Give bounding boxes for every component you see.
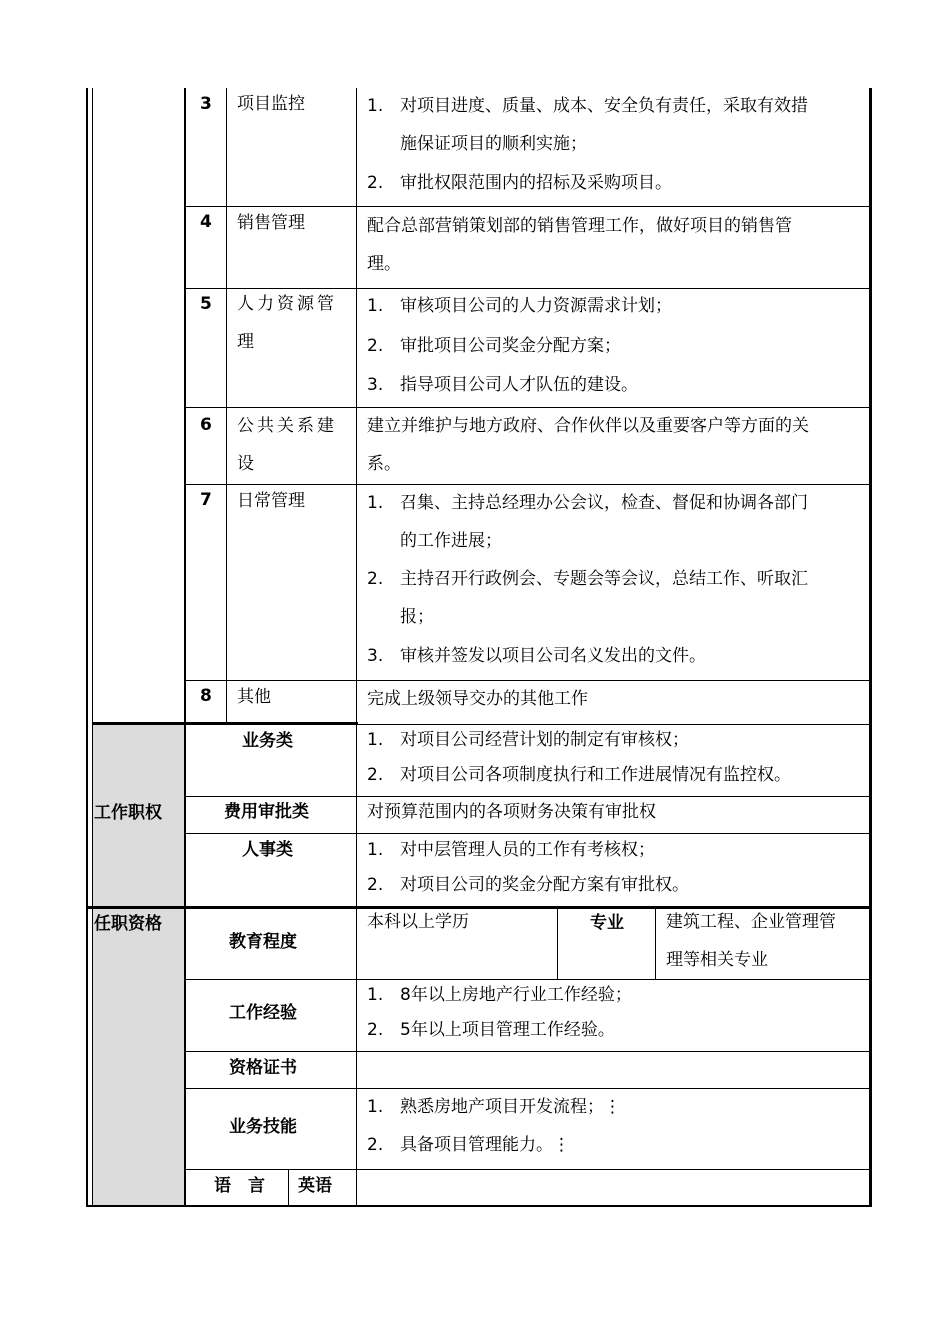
outer-left-border: [86, 88, 88, 1206]
experience-item: [367, 985, 632, 1005]
skills-item: [367, 1135, 570, 1155]
row-divider: [184, 979, 871, 980]
row-divider: [184, 833, 871, 834]
experience-item-text: 5年以上项目管理工作经验。: [400, 1020, 615, 1040]
major-label: 专业: [590, 913, 624, 933]
duty-name: 销售管理: [237, 213, 305, 233]
duty-number: 8: [200, 686, 212, 706]
list-marker: 1.: [367, 1097, 384, 1117]
section-label: 工作职权: [94, 803, 162, 823]
duty-detail-line: [367, 173, 672, 193]
list-marker: 1.: [367, 985, 384, 1005]
skills-label: 业务技能: [229, 1117, 297, 1137]
experience-item-text: 8年以上房地产行业工作经验；: [400, 985, 632, 1005]
language-label: 语 言: [214, 1176, 265, 1196]
row-divider: [184, 680, 871, 681]
duty-detail-line: 的工作进展；: [400, 531, 502, 551]
row-divider: [184, 796, 871, 797]
row-divider: [184, 1051, 871, 1052]
duty-number: 3: [200, 94, 212, 114]
major-value: 建筑工程、企业管理管: [666, 912, 836, 932]
duty-detail-line: [367, 336, 621, 356]
list-marker: 2.: [367, 336, 384, 356]
authority-item: [367, 875, 689, 895]
list-marker: 1.: [367, 96, 384, 116]
list-marker: 1.: [367, 493, 384, 513]
duty-name: 项目监控: [237, 94, 305, 114]
list-marker: 2.: [367, 173, 384, 193]
major-value: 理等相关专业: [666, 950, 768, 970]
row-divider: [356, 724, 871, 725]
authority-type-label: 人事类: [242, 840, 293, 860]
authority-item-text: 对中层管理人员的工作有考核权；: [400, 840, 655, 860]
duty-detail-line: 报；: [400, 607, 434, 627]
col-divider: [288, 1169, 289, 1206]
list-marker: 3.: [367, 375, 384, 395]
duty-detail-line: 建立并维护与地方政府、合作伙伴以及重要客户等方面的关: [367, 416, 809, 436]
duty-detail-text: 审批项目公司奖金分配方案；: [400, 336, 621, 356]
col-divider: [557, 908, 558, 980]
duty-detail-line: 系。: [367, 454, 401, 474]
bottom-border: [86, 1205, 872, 1207]
duty-detail-line: 施保证项目的顺利实施；: [400, 134, 587, 154]
duty-detail-line: [367, 296, 672, 316]
row-divider: [184, 1088, 871, 1089]
duty-name: 日常管理: [237, 491, 305, 511]
duty-number: 6: [200, 415, 212, 435]
authority-item: 对预算范围内的各项财务决策有审批权: [367, 802, 656, 822]
duty-name: 设: [237, 454, 254, 474]
col-divider: [655, 908, 656, 980]
list-marker: 2.: [367, 875, 384, 895]
section-divider: [86, 906, 871, 909]
education-label: 教育程度: [229, 932, 297, 952]
authority-item-text: 对项目公司的奖金分配方案有审批权。: [400, 875, 689, 895]
list-marker: 1.: [367, 730, 384, 750]
inner-left-border: [92, 88, 93, 1206]
duty-detail-text: 审批权限范围内的招标及采购项目。: [400, 173, 672, 193]
row-divider: [184, 288, 871, 289]
duty-detail-line: [367, 96, 808, 116]
authority-type-label: 业务类: [242, 731, 293, 751]
list-marker: 2.: [367, 1020, 384, 1040]
experience-label: 工作经验: [229, 1003, 297, 1023]
list-marker: 3.: [367, 646, 384, 666]
outer-right-border: [869, 88, 872, 1206]
skills-item-text: 熟悉房地产项目开发流程；⋮: [400, 1097, 621, 1117]
duty-name: 理: [237, 332, 254, 352]
duty-detail-text: 审核项目公司的人力资源需求计划；: [400, 296, 672, 316]
section-label: 任职资格: [94, 914, 162, 934]
duty-detail-text: 指导项目公司人才队伍的建设。: [400, 375, 638, 395]
duty-detail-text: 召集、主持总经理办公会议，检查、督促和协调各部门: [400, 493, 808, 513]
duty-name: 人力资源管: [237, 294, 337, 314]
duty-detail-line: [367, 375, 638, 395]
duty-detail-line: [367, 569, 808, 589]
authority-type-label: 费用审批类: [224, 802, 309, 822]
col-divider: [226, 88, 227, 724]
language-value-label: 英语: [298, 1176, 332, 1196]
row-divider: [184, 484, 871, 485]
duty-detail-text: 主持召开行政例会、专题会等会议，总结工作、听取汇: [400, 569, 808, 589]
duty-detail-line: [367, 493, 808, 513]
duty-detail-text: 审核并签发以项目公司名义发出的文件。: [400, 646, 706, 666]
list-marker: 1.: [367, 296, 384, 316]
list-marker: 1.: [367, 840, 384, 860]
duty-number: 4: [200, 212, 212, 232]
row-divider: [184, 1169, 871, 1170]
section-divider: [92, 722, 358, 725]
list-marker: 2.: [367, 1135, 384, 1155]
row-divider: [184, 407, 871, 408]
certificate-label: 资格证书: [229, 1058, 297, 1078]
duty-name: 公共关系建: [237, 416, 337, 436]
authority-item: [367, 730, 689, 750]
education-value: 本科以上学历: [367, 912, 469, 932]
row-divider: [184, 206, 871, 207]
col-divider: [184, 88, 186, 1206]
skills-item-text: 具备项目管理能力。⋮: [400, 1135, 570, 1155]
duty-detail-text: 对项目进度、质量、成本、安全负有责任，采取有效措: [400, 96, 808, 116]
skills-item: [367, 1097, 621, 1117]
list-marker: 2.: [367, 569, 384, 589]
authority-item: [367, 840, 655, 860]
col-divider: [356, 88, 357, 1206]
duty-detail-line: 配合总部营销策划部的销售管理工作，做好项目的销售管: [367, 216, 792, 236]
authority-item-text: 对项目公司各项制度执行和工作进展情况有监控权。: [400, 765, 791, 785]
duty-number: 5: [200, 294, 212, 314]
duty-detail-line: [367, 646, 706, 666]
duty-name: 其他: [237, 687, 271, 707]
experience-item: [367, 1020, 615, 1040]
authority-item-text: 对项目公司经营计划的制定有审核权；: [400, 730, 689, 750]
duty-detail-line: 完成上级领导交办的其他工作: [367, 689, 588, 709]
duty-number: 7: [200, 490, 212, 510]
list-marker: 2.: [367, 765, 384, 785]
qualification-label-cell: [92, 908, 184, 1206]
duty-detail-line: 理。: [367, 254, 401, 274]
authority-item: [367, 765, 791, 785]
